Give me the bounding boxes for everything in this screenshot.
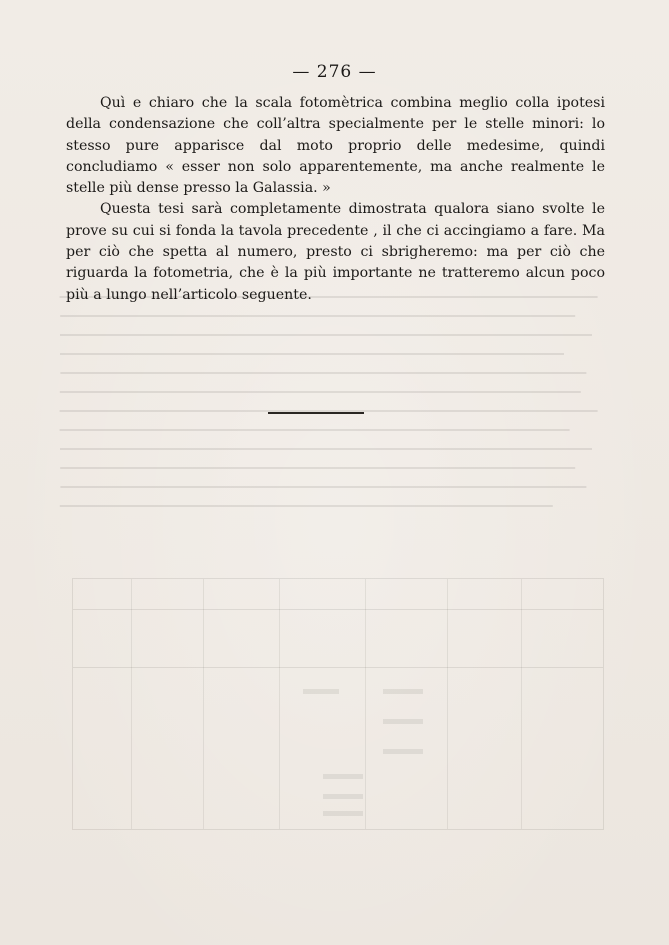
- page-number: — 276 —: [292, 62, 377, 82]
- bleed-through-text: [60, 296, 620, 576]
- section-divider: [268, 412, 364, 414]
- body-text: [66, 93, 605, 306]
- paragraph-2: Questa tesi sarà completamente dimostrata qualora siano svolte le prove su cui si fonda la tavola precedente , il che ci accingiamo a fare. Ma per ciò che spetta al numero, presto ci sbrigheremo: ma per ciò che riguarda la fotometria, che è la più importante ne tratteremo alcun poco più a lungo nell’articolo seguente.: [66, 201, 605, 303]
- paragraph-1: Quì e chiaro che la scala fotomètrica combina meglio colla ipotesi della condensazione che coll’altra specialmente per le stelle minori: lo stesso pure apparisce dal moto proprio delle medesime, quindi concludiamo « esser non solo apparentemente, ma anche realmente le stelle più dense presso la Galassia. »: [66, 95, 605, 197]
- bleed-through-table: [72, 578, 604, 830]
